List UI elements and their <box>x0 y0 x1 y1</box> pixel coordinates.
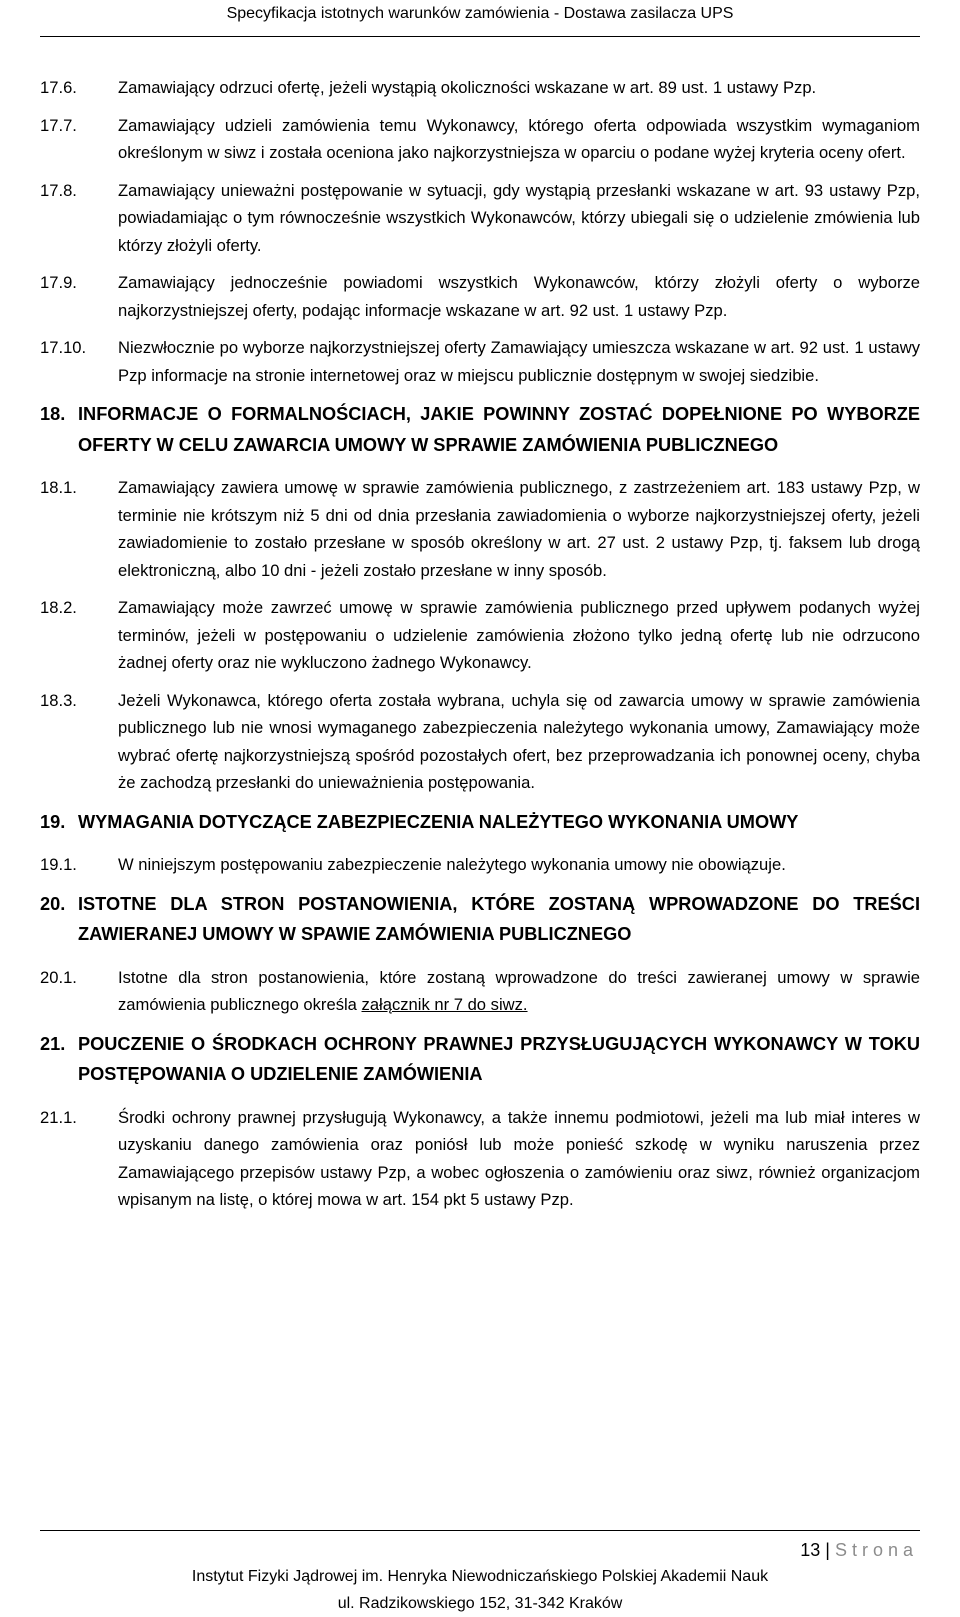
footer-divider <box>40 1530 920 1531</box>
section-title: WYMAGANIA DOTYCZĄCE ZABEZPIECZENIA NALEŻYTEGO WYKONANIA UMOWY <box>78 811 799 832</box>
list-item <box>40 851 920 879</box>
section-number: 18. <box>40 404 66 424</box>
item-number: 18.1. <box>40 478 77 497</box>
list-item <box>40 334 920 389</box>
section-heading <box>40 1029 920 1090</box>
list-item <box>40 269 920 324</box>
list-item <box>40 1104 920 1214</box>
footer-address: ul. Radzikowskiego 152, 31-342 Kraków <box>337 1595 623 1612</box>
attachment-reference: załącznik nr 7 do siwz. <box>361 995 528 1014</box>
item-text: Zamawiający jednocześnie powiadomi wszystkich Wykonawców, którzy złożyli oferty o wyborze najkorzystniejszej oferty, podając informacje wskazane w art. 92 ust. 1 ustawy Pzp. <box>118 273 920 320</box>
item-number: 17.10. <box>40 338 87 357</box>
section-heading <box>40 399 920 460</box>
item-number: 17.7. <box>40 115 77 135</box>
list-item <box>40 964 920 1019</box>
item-number: 20.1. <box>40 967 77 987</box>
section-title: INFORMACJE O FORMALNOŚCIACH, JAKIE POWINNY ZOSTAĆ DOPEŁNIONE PO WYBORZE OFERTY W CELU ZAWARCIA UMOWY W SPRAWIE ZAMÓWIENIA PUBLICZNEGO <box>78 404 920 455</box>
list-item <box>40 177 920 260</box>
section-heading <box>40 807 920 838</box>
item-text: Zamawiający unieważni postępowanie w sytuacji, gdy wystąpią przesłanki wskazane w art. 93 ustawy Pzp, powiadamiając o tym równocześnie wszystkich Wykonawców, którzy ubiegali się o udzielenie zmówienia lub którzy złożyli oferty. <box>118 180 920 255</box>
item-text: Jeżeli Wykonawca, którego oferta została wybrana, uchyla się od zawarcia umowy w sprawie zamówienia publicznego lub nie wnosi wymaganego zabezpieczenia należytego wykonania umowy, Zamawiający może wybrać ofertę najkorzystniejszą spośród pozostałych ofert, bez przeprowadzania ich ponownej oceny, chyba że zachodzą przesłanki do unieważnienia postępowania. <box>118 690 920 792</box>
item-text <box>118 964 920 1019</box>
section-number: 21. <box>40 1033 66 1054</box>
item-number: 18.2. <box>40 598 77 617</box>
section-number: 19. <box>40 811 66 832</box>
item-number: 17.9. <box>40 273 77 292</box>
item-text: Zamawiający zawiera umowę w sprawie zamówienia publicznego, z zastrzeżeniem art. 183 ustawy Pzp, w terminie nie krótszym niż 5 dni od dnia przesłania zawiadomienia o wyborze najkorzystniejszej oferty, jeżeli zawiadomienie to zostało przesłane w sposób określony w art. 27 ust. 2 ustawy Pzp, tj. faksem lub drogą elektroniczną, albo 10 dni - jeżeli zostało przesłane w inny sposób. <box>118 478 920 580</box>
list-item <box>40 594 920 677</box>
list-item <box>40 74 920 102</box>
list-item <box>40 474 920 584</box>
section-heading <box>40 889 920 950</box>
item-text: Niezwłocznie po wyborze najkorzystniejszej oferty Zamawiający umieszcza wskazane w art. 92 ust. 1 ustawy Pzp informacje na stronie internetowej oraz w miejscu publicznie dostępnym w swojej siedzibie. <box>118 338 920 385</box>
item-text: Środki ochrony prawnej przysługują Wykonawcy, a także innemu podmiotowi, jeżeli ma lub miał interes w uzyskaniu danego zamówienia oraz poniósł lub może ponieść szkodę w wyniku naruszenia przez Zamawiającego przepisów ustawy Pzp, a wobec ogłoszenia o zamówieniu oraz siwz, również organizacjom wpisanym na listę, o której mowa w art. 154 pkt 5 ustawy Pzp. <box>118 1107 920 1209</box>
list-item <box>40 112 920 167</box>
page-number <box>800 1537 918 1563</box>
item-text: Zamawiający może zawrzeć umowę w sprawie zamówienia publicznego przed upływem podanych wyżej terminów, jeżeli w postępowaniu o udzielenie zamówienia złożono tylko jedną ofertę lub nie odrzucono żadnej oferty oraz nie wykluczono żadnego Wykonawcy. <box>118 598 920 672</box>
footer-institution: Instytut Fizyki Jądrowej im. Henryka Niewodniczańskiego Polskiej Akademii Nauk <box>191 1568 769 1585</box>
item-number: 18.3. <box>40 690 77 710</box>
item-number: 21.1. <box>40 1107 77 1127</box>
section-title: ISTOTNE DLA STRON POSTANOWIENIA, KTÓRE ZOSTANĄ WPROWADZONE DO TREŚCI ZAWIERANEJ UMOWY W SPAWIE ZAMÓWIENIA PUBLICZNEGO <box>78 893 920 944</box>
item-number: 19.1. <box>40 855 77 874</box>
list-item <box>40 687 920 797</box>
item-text: W niniejszym postępowaniu zabezpieczenie należytego wykonania umowy nie obowiązuje. <box>118 855 786 874</box>
item-text: Zamawiający udzieli zamówienia temu Wykonawcy, którego oferta odpowiada wszystkim wymaganiom określonym w siwz i została oceniona jako najkorzystniejsza w oparciu o podane wyżej kryteria oceny ofert. <box>118 115 920 162</box>
document-body <box>40 74 920 1224</box>
item-number: 17.6. <box>40 78 77 97</box>
page-number-value: 13 <box>800 1540 821 1560</box>
document-title: Specyfikacja istotnych warunków zamówienia - Dostawa zasilacza UPS <box>226 5 734 22</box>
header-divider <box>40 36 920 37</box>
section-title: POUCZENIE O ŚRODKACH OCHRONY PRAWNEJ PRZYSŁUGUJĄCYCH WYKONAWCY W TOKU POSTĘPOWANIA O UDZIELENIE ZAMÓWIENIA <box>78 1033 920 1084</box>
item-text: Zamawiający odrzuci ofertę, jeżeli wystąpią okoliczności wskazane w art. 89 ust. 1 ustawy Pzp. <box>118 78 817 97</box>
item-number: 17.8. <box>40 180 77 200</box>
page-footer <box>0 1563 960 1617</box>
page-number-separator: | <box>825 1540 830 1560</box>
section-number: 20. <box>40 893 66 914</box>
item-text-body: Istotne dla stron postanowienia, które zostaną wprowadzone do treści zawieranej umowy w sprawie zamówienia publicznego określa <box>118 967 920 1014</box>
page-label: Strona <box>834 1540 918 1560</box>
